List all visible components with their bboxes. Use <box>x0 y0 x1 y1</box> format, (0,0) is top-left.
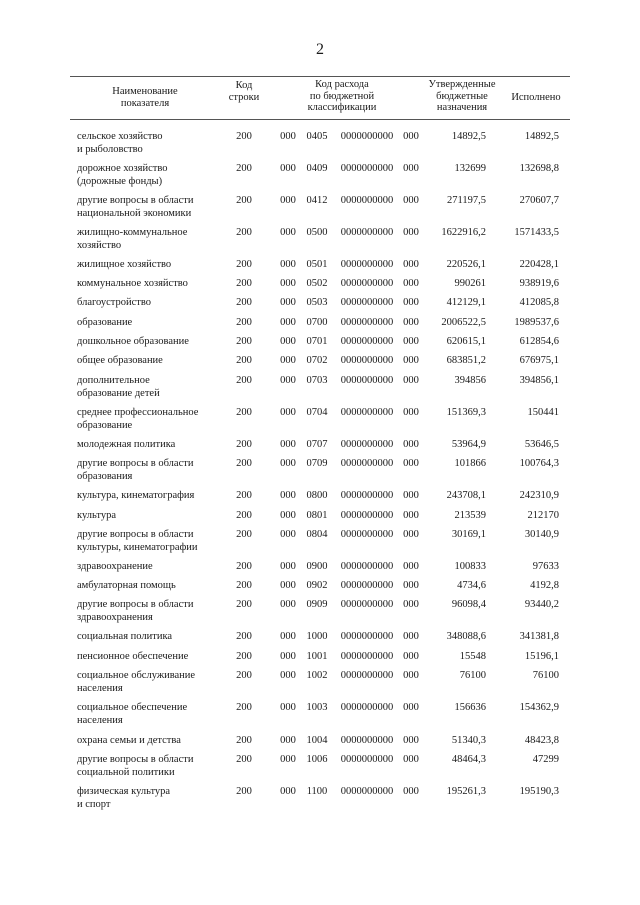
row-class-section: 0804 <box>306 529 328 540</box>
row-line-code: 200 <box>236 297 252 308</box>
row-class-section: 0909 <box>306 599 328 610</box>
row-class-section: 1003 <box>306 702 328 713</box>
row-line-code: 200 <box>236 735 252 746</box>
row-class-type: 000 <box>403 754 419 765</box>
row-approved: 14892,5 <box>451 131 486 142</box>
row-line-code: 200 <box>236 458 252 469</box>
row-done: 132698,8 <box>519 163 559 174</box>
row-name: другие вопросы в области здравоохранения <box>77 599 194 623</box>
row-line-code: 200 <box>236 561 252 572</box>
row-approved: 48464,3 <box>451 754 486 765</box>
row-class-admin: 000 <box>280 439 296 450</box>
row-done: 212170 <box>527 510 559 521</box>
row-line-code: 200 <box>236 651 252 662</box>
row-class-section: 1000 <box>306 631 328 642</box>
row-line-code: 200 <box>236 754 252 765</box>
table-top-rule <box>70 76 570 77</box>
row-class-target: 0000000000 <box>340 735 394 746</box>
row-done: 30140,9 <box>524 529 559 540</box>
row-class-type: 000 <box>403 702 419 713</box>
row-class-type: 000 <box>403 227 419 238</box>
row-done: 150441 <box>527 407 559 418</box>
row-done: 53646,5 <box>524 439 559 450</box>
row-done: 93440,2 <box>524 599 559 610</box>
row-class-section: 0701 <box>306 336 328 347</box>
row-name: социальная политика <box>77 631 173 642</box>
row-approved: 394856 <box>454 375 486 386</box>
row-class-type: 000 <box>403 297 419 308</box>
row-class-type: 000 <box>403 163 419 174</box>
row-class-target: 0000000000 <box>340 439 394 450</box>
row-name: дорожное хозяйство (дорожные фонды) <box>77 163 168 187</box>
row-class-section: 1006 <box>306 754 328 765</box>
row-class-type: 000 <box>403 631 419 642</box>
row-class-type: 000 <box>403 561 419 572</box>
row-approved: 4734,6 <box>457 580 486 591</box>
row-name: культура, кинематография <box>77 490 195 501</box>
row-done: 4192,8 <box>530 580 559 591</box>
header-approved: Утвержденные бюджетные назначения <box>428 79 496 113</box>
row-name: благоустройство <box>77 297 152 308</box>
row-class-admin: 000 <box>280 735 296 746</box>
row-class-section: 0702 <box>306 355 328 366</box>
row-done: 938919,6 <box>519 278 559 289</box>
row-class-target: 0000000000 <box>340 510 394 521</box>
row-line-code: 200 <box>236 670 252 681</box>
row-line-code: 200 <box>236 195 252 206</box>
row-class-target: 0000000000 <box>340 317 394 328</box>
row-done: 612854,6 <box>519 336 559 347</box>
row-class-section: 1001 <box>306 651 328 662</box>
row-class-section: 0700 <box>306 317 328 328</box>
row-approved: 15548 <box>459 651 486 662</box>
row-class-admin: 000 <box>280 355 296 366</box>
row-approved: 990261 <box>454 278 486 289</box>
row-approved: 132699 <box>454 163 486 174</box>
row-class-target: 0000000000 <box>340 702 394 713</box>
row-class-section: 0703 <box>306 375 328 386</box>
row-name: молодежная политика <box>77 439 176 450</box>
row-class-admin: 000 <box>280 375 296 386</box>
row-class-target: 0000000000 <box>340 651 394 662</box>
row-class-section: 0405 <box>306 131 328 142</box>
row-class-type: 000 <box>403 439 419 450</box>
row-approved: 151369,3 <box>446 407 486 418</box>
row-name: другие вопросы в области социальной политики <box>77 754 194 778</box>
row-class-admin: 000 <box>280 278 296 289</box>
row-done: 394856,1 <box>519 375 559 386</box>
row-approved: 195261,3 <box>446 786 486 797</box>
row-class-section: 0707 <box>306 439 328 450</box>
row-class-admin: 000 <box>280 131 296 142</box>
row-name: культура <box>77 510 116 521</box>
row-class-admin: 000 <box>280 580 296 591</box>
header-classification: Код расхода по бюджетной классификации <box>307 79 377 113</box>
row-class-type: 000 <box>403 375 419 386</box>
row-class-admin: 000 <box>280 631 296 642</box>
row-class-target: 0000000000 <box>340 163 394 174</box>
row-class-section: 0502 <box>306 278 328 289</box>
header-name: Наименование показателя <box>112 86 178 109</box>
row-class-admin: 000 <box>280 163 296 174</box>
row-line-code: 200 <box>236 702 252 713</box>
row-done: 14892,5 <box>524 131 559 142</box>
row-name: другие вопросы в области культуры, кинематографии <box>77 529 198 553</box>
row-class-type: 000 <box>403 278 419 289</box>
row-class-section: 0902 <box>306 580 328 591</box>
row-class-type: 000 <box>403 131 419 142</box>
row-name: здравоохранение <box>77 561 153 572</box>
row-line-code: 200 <box>236 407 252 418</box>
row-class-target: 0000000000 <box>340 195 394 206</box>
row-class-section: 1002 <box>306 670 328 681</box>
row-line-code: 200 <box>236 375 252 386</box>
row-class-admin: 000 <box>280 227 296 238</box>
row-approved: 220526,1 <box>446 259 486 270</box>
row-line-code: 200 <box>236 510 252 521</box>
row-line-code: 200 <box>236 580 252 591</box>
row-class-target: 0000000000 <box>340 631 394 642</box>
row-line-code: 200 <box>236 336 252 347</box>
row-approved: 51340,3 <box>451 735 486 746</box>
row-name: дошкольное образование <box>77 336 189 347</box>
row-line-code: 200 <box>236 278 252 289</box>
row-class-admin: 000 <box>280 510 296 521</box>
row-class-section: 0500 <box>306 227 328 238</box>
row-class-section: 0800 <box>306 490 328 501</box>
row-class-section: 0503 <box>306 297 328 308</box>
row-approved: 100833 <box>454 561 486 572</box>
row-line-code: 200 <box>236 227 252 238</box>
row-class-admin: 000 <box>280 754 296 765</box>
row-class-admin: 000 <box>280 458 296 469</box>
row-line-code: 200 <box>236 529 252 540</box>
row-done: 15196,1 <box>524 651 559 662</box>
row-class-admin: 000 <box>280 490 296 501</box>
row-class-admin: 000 <box>280 561 296 572</box>
row-name: пенсионное обеспечение <box>77 651 189 662</box>
row-approved: 271197,5 <box>447 195 486 206</box>
row-name: коммунальное хозяйство <box>77 278 188 289</box>
row-class-section: 0409 <box>306 163 328 174</box>
row-class-type: 000 <box>403 735 419 746</box>
row-done: 676975,1 <box>519 355 559 366</box>
row-class-target: 0000000000 <box>340 278 394 289</box>
row-name: дополнительное образование детей <box>77 375 160 399</box>
row-approved: 683851,2 <box>446 355 486 366</box>
row-class-target: 0000000000 <box>340 375 394 386</box>
row-line-code: 200 <box>236 259 252 270</box>
row-approved: 96098,4 <box>451 599 486 610</box>
row-line-code: 200 <box>236 163 252 174</box>
row-class-target: 0000000000 <box>340 580 394 591</box>
row-line-code: 200 <box>236 786 252 797</box>
row-name: социальное обеспечение населения <box>77 702 188 726</box>
row-class-admin: 000 <box>280 599 296 610</box>
row-class-target: 0000000000 <box>340 131 394 142</box>
row-class-type: 000 <box>403 458 419 469</box>
row-class-section: 0801 <box>306 510 328 521</box>
row-class-target: 0000000000 <box>340 297 394 308</box>
row-class-section: 0704 <box>306 407 328 418</box>
row-class-type: 000 <box>403 670 419 681</box>
row-class-target: 0000000000 <box>340 355 394 366</box>
row-class-type: 000 <box>403 336 419 347</box>
row-class-section: 0412 <box>306 195 328 206</box>
row-approved: 101866 <box>454 458 486 469</box>
row-approved: 76100 <box>459 670 486 681</box>
row-name: охрана семьи и детства <box>77 735 181 746</box>
row-line-code: 200 <box>236 490 252 501</box>
row-class-type: 000 <box>403 490 419 501</box>
row-class-target: 0000000000 <box>340 336 394 347</box>
row-approved: 156636 <box>454 702 486 713</box>
page-number: 2 <box>316 41 324 58</box>
row-done: 341381,8 <box>519 631 559 642</box>
row-done: 195190,3 <box>519 786 559 797</box>
row-class-target: 0000000000 <box>340 407 394 418</box>
row-name: сельское хозяйство и рыболовство <box>77 131 163 155</box>
row-class-section: 1004 <box>306 735 328 746</box>
row-done: 100764,3 <box>519 458 559 469</box>
row-done: 242310,9 <box>519 490 559 501</box>
row-approved: 348088,6 <box>446 631 486 642</box>
row-done: 1989537,6 <box>514 317 559 328</box>
row-approved: 620615,1 <box>446 336 486 347</box>
row-name: социальное обслуживание населения <box>77 670 196 694</box>
row-class-admin: 000 <box>280 195 296 206</box>
row-name: жилищно-коммунальное хозяйство <box>77 227 188 251</box>
row-name: образование <box>77 317 133 328</box>
row-approved: 2006522,5 <box>441 317 486 328</box>
row-done: 1571433,5 <box>514 227 559 238</box>
header-done: Исполнено <box>511 92 561 103</box>
row-line-code: 200 <box>236 317 252 328</box>
header-code: Код строки <box>228 80 260 103</box>
row-class-type: 000 <box>403 355 419 366</box>
row-class-type: 000 <box>403 599 419 610</box>
row-name: физическая культура и спорт <box>77 786 171 810</box>
row-class-admin: 000 <box>280 336 296 347</box>
row-done: 220428,1 <box>519 259 559 270</box>
row-class-section: 1100 <box>306 786 328 797</box>
row-line-code: 200 <box>236 439 252 450</box>
row-done: 76100 <box>532 670 559 681</box>
row-class-section: 0709 <box>306 458 328 469</box>
row-name: общее образование <box>77 355 163 366</box>
row-done: 154362,9 <box>519 702 559 713</box>
row-class-target: 0000000000 <box>340 561 394 572</box>
row-done: 270607,7 <box>519 195 559 206</box>
row-class-type: 000 <box>403 259 419 270</box>
row-class-admin: 000 <box>280 529 296 540</box>
row-class-type: 000 <box>403 580 419 591</box>
row-class-type: 000 <box>403 407 419 418</box>
row-name: другие вопросы в области образования <box>77 458 194 482</box>
row-done: 48423,8 <box>524 735 559 746</box>
row-approved: 412129,1 <box>446 297 486 308</box>
row-line-code: 200 <box>236 599 252 610</box>
row-class-target: 0000000000 <box>340 458 394 469</box>
row-class-target: 0000000000 <box>340 754 394 765</box>
row-class-target: 0000000000 <box>340 259 394 270</box>
row-class-admin: 000 <box>280 786 296 797</box>
row-class-section: 0900 <box>306 561 328 572</box>
table-header-rule <box>70 119 570 120</box>
row-class-admin: 000 <box>280 651 296 662</box>
row-class-admin: 000 <box>280 407 296 418</box>
row-name: среднее профессиональное образование <box>77 407 199 431</box>
row-approved: 213539 <box>454 510 486 521</box>
row-done: 47299 <box>532 754 559 765</box>
row-line-code: 200 <box>236 131 252 142</box>
row-done: 97633 <box>532 561 559 572</box>
row-name: амбулаторная помощь <box>77 580 176 591</box>
row-class-target: 0000000000 <box>340 227 394 238</box>
row-class-type: 000 <box>403 510 419 521</box>
row-done: 412085,8 <box>519 297 559 308</box>
row-class-target: 0000000000 <box>340 786 394 797</box>
row-line-code: 200 <box>236 631 252 642</box>
row-class-type: 000 <box>403 529 419 540</box>
row-approved: 30169,1 <box>451 529 486 540</box>
row-class-admin: 000 <box>280 317 296 328</box>
row-line-code: 200 <box>236 355 252 366</box>
row-approved: 53964,9 <box>451 439 486 450</box>
row-approved: 243708,1 <box>446 490 486 501</box>
row-class-admin: 000 <box>280 297 296 308</box>
row-class-target: 0000000000 <box>340 670 394 681</box>
row-approved: 1622916,2 <box>441 227 486 238</box>
row-class-target: 0000000000 <box>340 529 394 540</box>
row-class-admin: 000 <box>280 702 296 713</box>
row-class-target: 0000000000 <box>340 599 394 610</box>
row-class-type: 000 <box>403 317 419 328</box>
row-class-type: 000 <box>403 195 419 206</box>
row-name: жилищное хозяйство <box>77 259 172 270</box>
row-class-target: 0000000000 <box>340 490 394 501</box>
row-class-type: 000 <box>403 786 419 797</box>
row-class-admin: 000 <box>280 670 296 681</box>
row-class-section: 0501 <box>306 259 328 270</box>
row-name: другие вопросы в области национальной экономики <box>77 195 194 219</box>
row-class-admin: 000 <box>280 259 296 270</box>
row-class-type: 000 <box>403 651 419 662</box>
